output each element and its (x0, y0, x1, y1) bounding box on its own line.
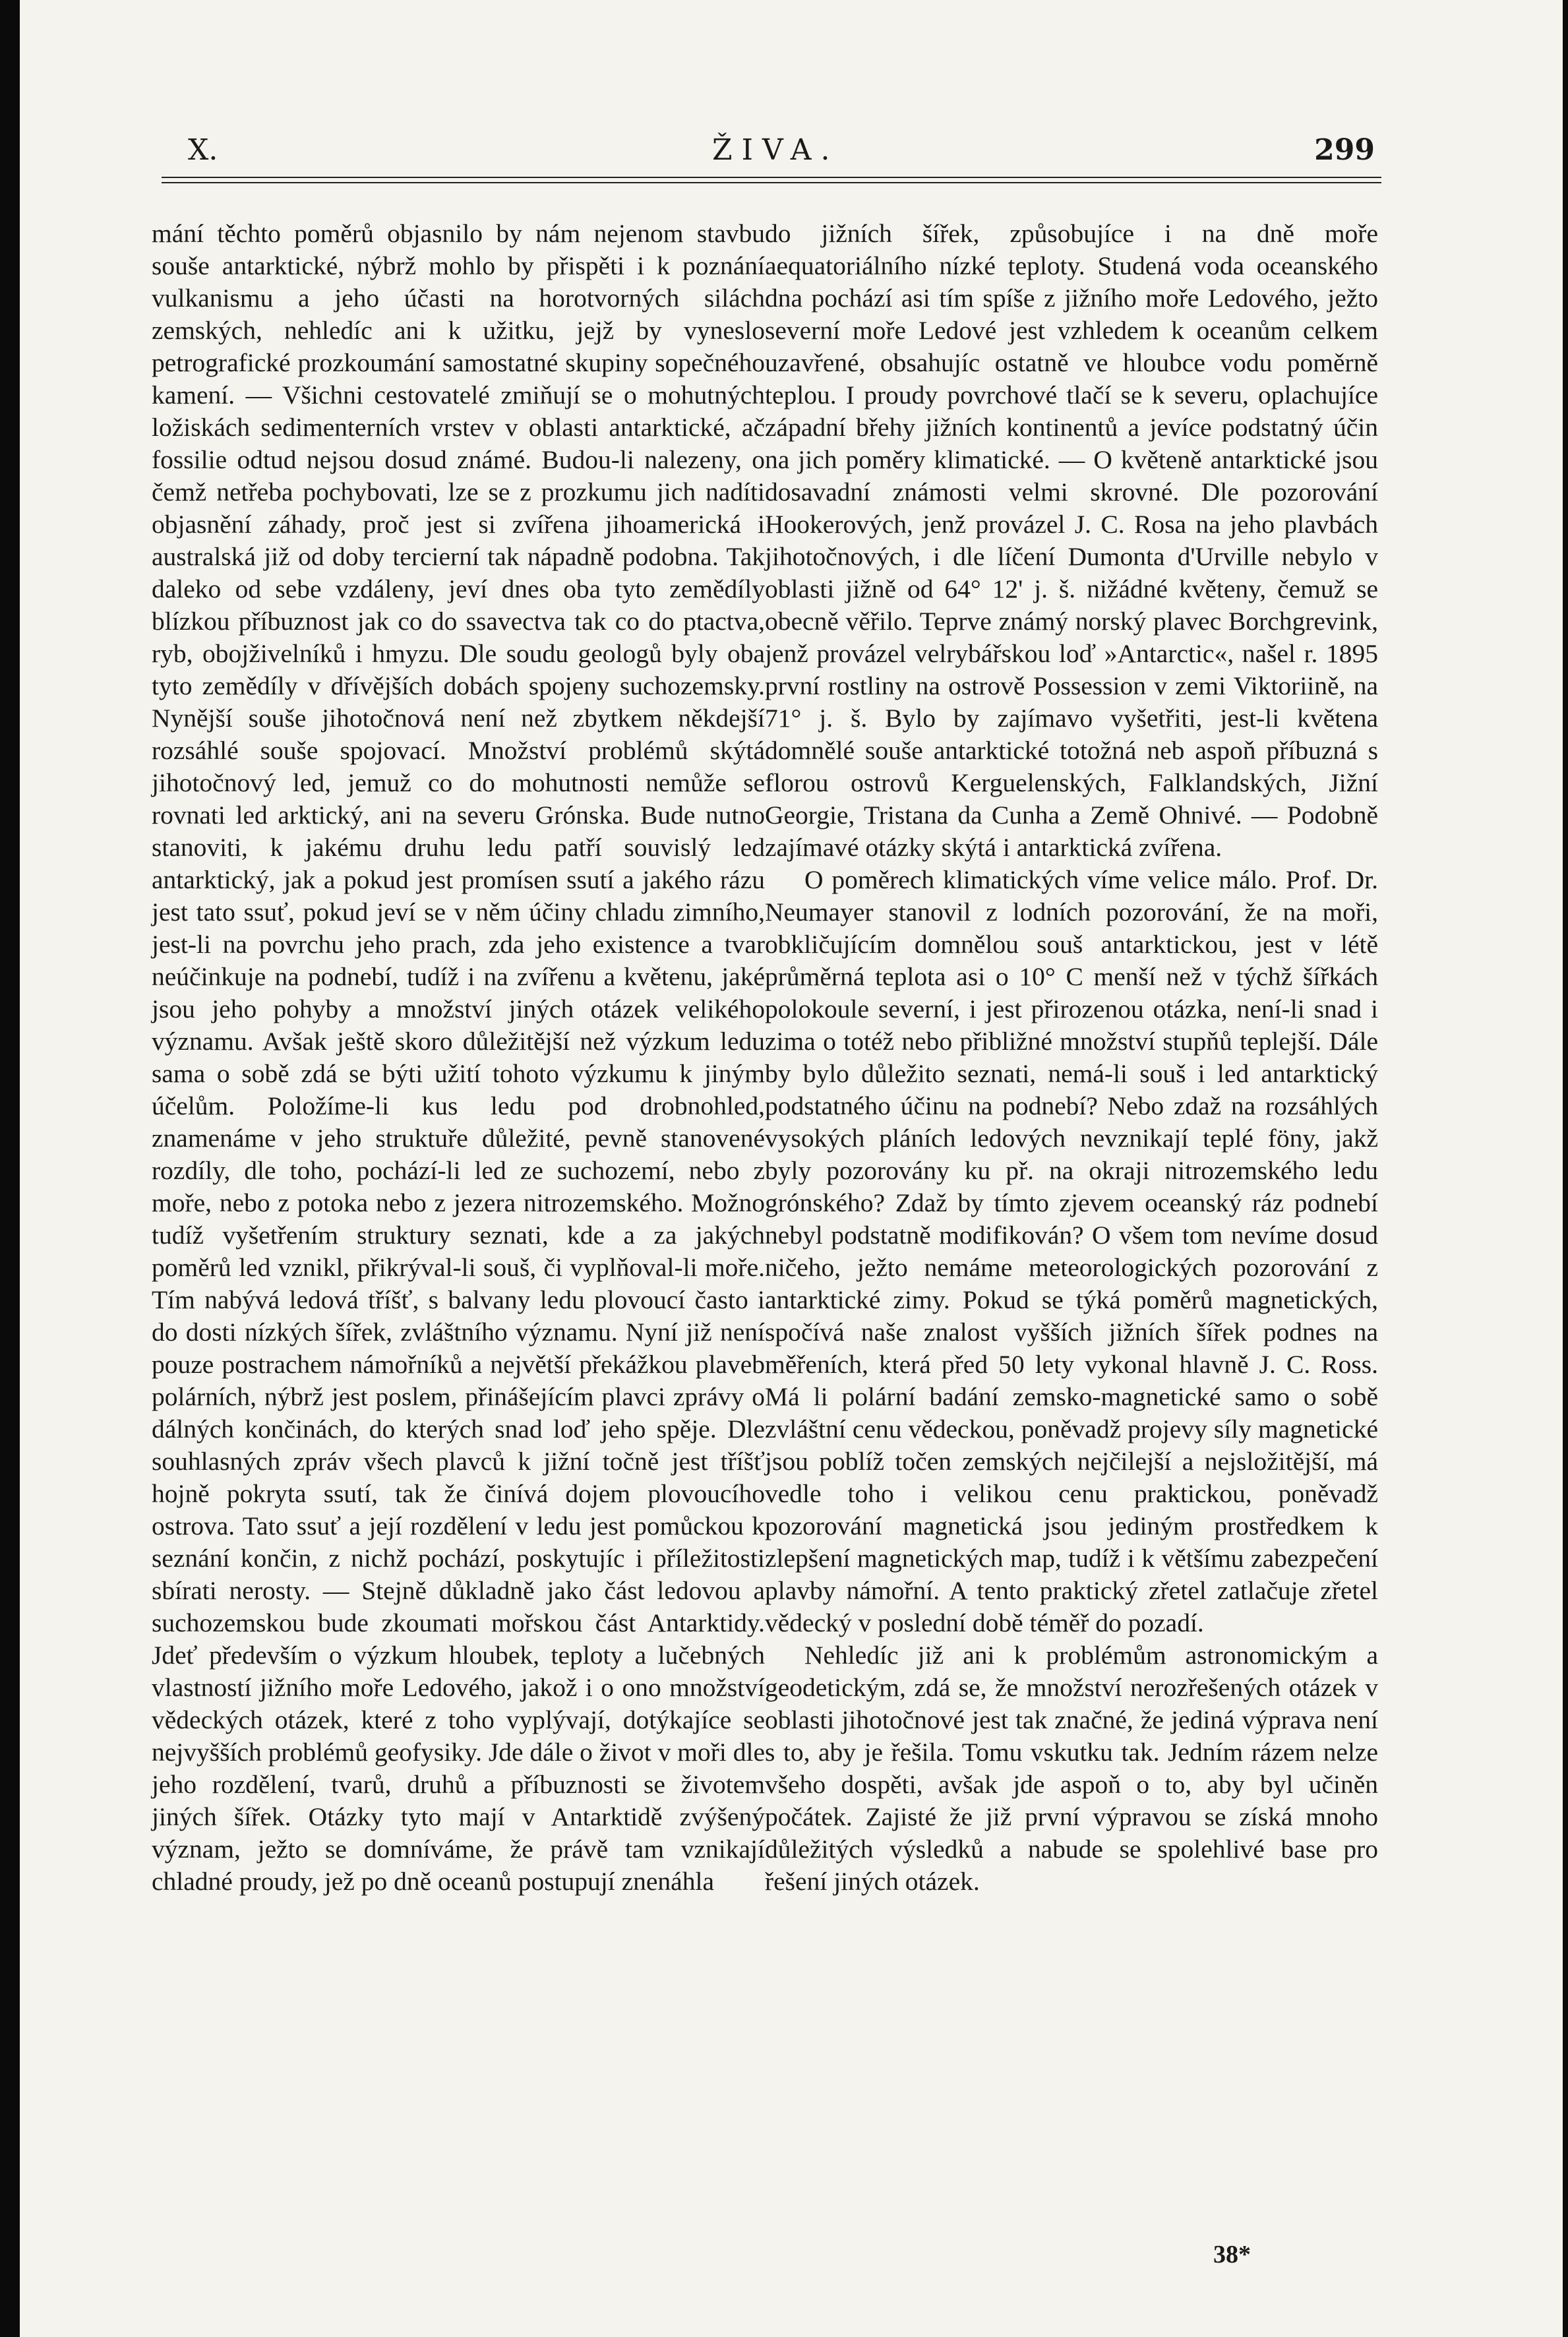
running-header (162, 127, 1381, 173)
paragraph: Nehledíc již ani k problémům astronomickým a geodetickým, zdá se, že množství nerozřešených otázek v oblasti jihotočnové jest tak značné, že jediná výprava není s to, aby je řešila. Tomu vskutku tak. Jedním rázem nelze všeho dospěti, avšak jde aspoň o to, aby byl učiněn počátek. Zajisté že již první výpravou se získá mnoho důležitých výsledků a nabude se spolehlivé base pro řešení jiných otázek. (765, 1641, 1378, 1896)
page-number: 299 (1314, 133, 1375, 167)
paragraph: do jižních šířek, způsobujíce i na dně moře aequatoriálního nízké teploty. Studená voda oceanského dna pochází asi tím spíše z jižního moře Ledového, ježto severní moře Ledové jest vzhledem k oceanům celkem uzavřené, obsahujíc ostatně ve hloubce vodu poměrně teplou. I proudy povrchové tlačí se k severu, oplachujíce západní břehy jižních kontinentů a jevíce podstatný účin na jich poměry klimatické. — O květeně antarktické jsou dosavadní známosti velmi skrovné. Dle pozorování Hookerových, jenž provázel J. C. Rosa na jeho plavbách jihotočnových, i dle líčení Dumonta d'Urville nebylo v oblasti jižně od 64° 12' j. š. nižádné květeny, čemuž se obecně věřilo. Teprve známý norský plavec Borchgrevink, jenž provázel velrybářskou loď »Antarctic«, našel r. 1895 první rostliny na ostrově Possession v zemi Viktoriině, na 71° j. š. Bylo by zajímavo vyšetřiti, jest-li květena domnělé souše antarktické totožná neb aspoň příbuzná s florou ostrovů Kerguelenských, Falklandských, Jižní Georgie, Tristana da Cunha a Země Ohnivé. — Podobně zajímavé otázky skýtá i antarktická zvířena. (765, 219, 1378, 862)
volume-number: X. (188, 133, 218, 167)
signature-mark: 38* (1213, 2241, 1251, 2268)
page (20, 0, 1563, 2337)
paragraph: O poměrech klimatických víme velice málo. Prof. Dr. Neumayer stanovil z lodních pozorování, že na moři, obkličujícím domnělou souš antarktickou, jest v létě průměrná teplota asi o 10° C menší než v týchž šířkách polokoule severní, i jest přirozenou otázka, není-li snad i zima o totéž nebo přibližné množství stupňů teplejší. Dále by bylo důležito seznati, nemá-li souš i led antarktický podstatného účinu na podnebí? Nebo zdaž na rozsáhlých vysokých pláních ledových nevznikají teplé föny, jakž byly pozorovány ku př. na okraji nitrozemského ledu grónského? Zdaž by tímto zjevem oceanský ráz podnebí nebyl podstatně modifikován? O všem tom nevíme dosud ničeho, ježto nemáme meteorologických pozorování z antarktické zimy. Pokud se týká poměrů magnetických, spočívá naše znalost vyšších jižních šířek podnes na měřeních, která před 50 lety vykonal hlavně J. C. Ross. Má li polární badání zemsko-magnetické samo o sobě zvláštní cenu vědeckou, poněvadž projevy síly magnetické jsou poblíž točen zemských nejčilejší a nejsložitější, má vedle toho i velikou cenu praktickou, poněvadž pozorování magnetická jsou jediným prostředkem k zlepšení magnetických map, tudíž i k většímu zabezpečení plavby námořní. A tento praktický zřetel zatlačuje zřetel vědecký v poslední době téměř do pozadí. (765, 865, 1378, 1637)
right-column (765, 218, 1378, 1898)
left-column (152, 218, 765, 1898)
paragraph: mání těchto poměrů objasnilo by nám nejenom stavbu souše antarktické, nýbrž mohlo by přispěti i k poznání vulkanismu a jeho účasti na horotvorných silách zemských, nehledíc ani k užitku, jejž by vyneslo petrografické prozkoumání samostatné skupiny sopečného kamení. — Všichni cestovatelé zmiňují se o mohutných ložiskách sedimenterních vrstev v oblasti antarktické, ač fossilie odtud nejsou dosud známé. Budou-li nalezeny, o čemž netřeba pochybovati, lze se z prozkumu jich nadíti objasnění záhady, proč jest si zvířena jihoamerická i australská již od doby tercierní tak nápadně podobna. Tak daleko od sebe vzdáleny, jeví dnes oba tyto zemědíly blízkou příbuznost jak co do ssavectva tak co do ptactva, ryb, obojživelníků i hmyzu. Dle soudu geologů byly oba tyto zemědíly v dřívějších dobách spojeny suchozemsky. Nynější souše jihotočnová není než zbytkem někdejší rozsáhlé souše spojovací. Množství problémů skýtá jihotočnový led, jemuž co do mohutnosti nemůže se rovnati led arktický, ani na severu Grónska. Bude nutno stanoviti, k jakému druhu ledu patří souvislý led antarktický, jak a pokud jest promísen ssutí a jakého rázu jest tato ssuť, pokud jeví se v něm účiny chladu zimního, jest-li na povrchu jeho prach, zda jeho existence a tvar neúčinkuje na podnebí, tudíž i na zvířenu a květenu, jaké jsou jeho pohyby a množství jiných otázek velikého významu. Avšak ještě skoro důležitější než výzkum ledu sama o sobě zdá se býti užití tohoto výzkumu k jiným účelům. Položíme-li kus ledu pod drobnohled, znamenáme v jeho struktuře důležité, pevně stanovené rozdíly, dle toho, pochází-li led ze suchozemí, nebo z moře, nebo z potoka nebo z jezera nitrozemského. Možno tudíž vyšetřením struktury seznati, kde a za jakých poměrů led vznikl, přikrýval-li souš, či vyplňoval-li moře. Tím nabývá ledová tříšť, s balvany ledu plovoucí často i do dosti nízkých šířek, zvláštního významu. Nyní již není pouze postrachem námořníků a největší překážkou plaveb polárních, nýbrž jest poslem, přinášejícím plavci zprávy o dálných končinách, do kterých snad loď jeho spěje. Dle souhlasných zpráv všech plavců k jižní točně jest tříšť hojně pokryta ssutí, tak že činívá dojem plovoucího ostrova. Tato ssuť a její rozdělení v ledu jest pomůckou k seznání končin, z nichž pochází, poskytujíc i příležitosti sbírati nerosty. — Stejně důkladně jako část ledovou a suchozemskou bude zkoumati mořskou část Antarktidy. Jdeť především o výzkum hloubek, teploty a lučebných vlastností jižního moře Ledového, jakož i o ono množství vědeckých otázek, které z toho vyplývají, dotýkajíce se nejvyšších problémů geofysiky. Jde dále o život v moři dle jeho rozdělení, tvarů, druhů a příbuznosti se životem jiných šířek. Otázky tyto mají v Antarktidě zvýšený význam, ježto se domníváme, že právě tam vznikají chladné proudy, jež po dně oceanů postupují znenáhla (152, 219, 765, 1896)
header-rule (162, 177, 1381, 183)
journal-title: ŽIVA. (712, 133, 839, 167)
